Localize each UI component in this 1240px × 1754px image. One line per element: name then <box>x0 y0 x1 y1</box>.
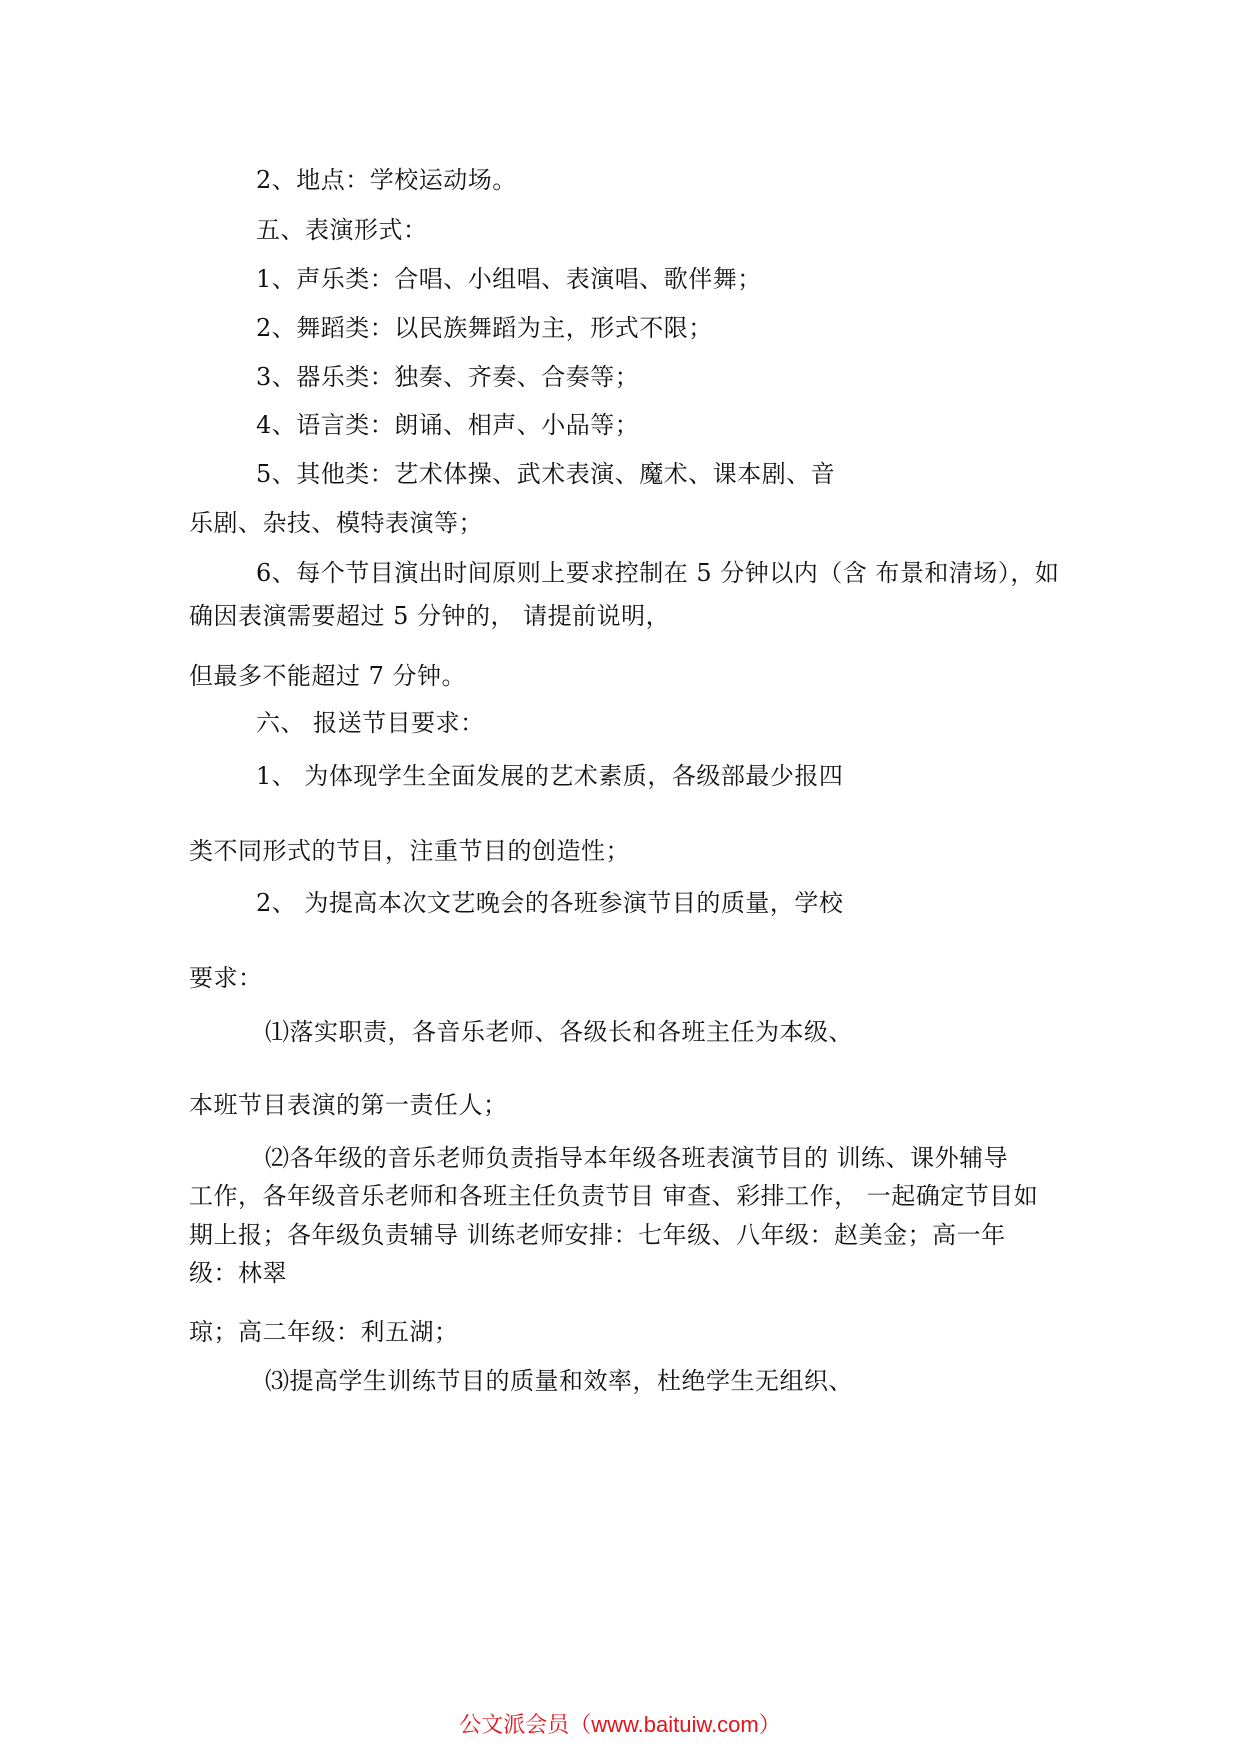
section-heading-submission-requirements: 六、 报送节目要求： <box>256 709 485 737</box>
dance-category-line: 2、舞蹈类：以民族舞蹈为主，形式不限； <box>256 314 713 342</box>
footer-text: 公文派会员（www.baituiw.com） <box>459 1712 781 1737</box>
sub-item-2-line-cont-4: 琼；高二年级：利五湖； <box>189 1318 459 1346</box>
requirement-2-line-cont: 要求： <box>189 964 263 992</box>
vocal-category-line: 1、声乐类：合唱、小组唱、表演唱、歌伴舞； <box>256 265 762 293</box>
language-category-line: 4、语言类：朗诵、相声、小品等； <box>256 411 640 439</box>
sub-item-1-line-cont: 本班节目表演的第一责任人； <box>189 1091 508 1119</box>
requirement-1-line: 1、 为体现学生全面发展的艺术素质，各级部最少报四 <box>256 762 844 790</box>
requirement-1-line-cont: 类不同形式的节目，注重节目的创造性； <box>189 837 630 865</box>
sub-item-2-line-cont: 工作，各年级音乐老师和各班主任负责节目 审查、彩排工作， 一起确定节目如 <box>189 1182 1039 1210</box>
time-limit-line-cont: 确因表演需要超过 5 分钟的， 请提前说明， <box>189 602 671 630</box>
sub-item-3-line: ⑶提高学生训练节目的质量和效率，杜绝学生无组织、 <box>265 1367 853 1395</box>
sub-item-1-line: ⑴落实职责，各音乐老师、各级长和各班主任为本级、 <box>265 1018 853 1046</box>
venue-line: 2、地点：学校运动场。 <box>256 166 517 194</box>
sub-item-2-line-cont-2: 期上报；各年级负责辅导 训练老师安排：七年级、八年级：赵美金；高一年 <box>189 1221 1006 1249</box>
other-category-line-cont: 乐剧、杂技、模特表演等； <box>189 509 483 537</box>
time-limit-line: 6、每个节目演出时间原则上要求控制在 5 分钟以内（含 布景和清场），如 <box>256 559 1060 587</box>
sub-item-2-line-cont-3: 级：林翠 <box>189 1259 287 1287</box>
time-limit-line-cont-2: 但最多不能超过 7 分钟。 <box>189 662 467 690</box>
footer-watermark <box>0 1710 1240 1740</box>
other-category-line: 5、其他类：艺术体操、武术表演、魔术、课本剧、音 <box>256 460 836 488</box>
instrumental-category-line: 3、器乐类：独奏、齐奏、合奏等； <box>256 363 640 391</box>
sub-item-2-line: ⑵各年级的音乐老师负责指导本年级各班表演节目的 训练、课外辅导 <box>265 1144 1009 1172</box>
requirement-2-line: 2、 为提高本次文艺晚会的各班参演节目的质量，学校 <box>256 889 844 917</box>
section-heading-performance-forms: 五、表演形式： <box>256 216 428 244</box>
